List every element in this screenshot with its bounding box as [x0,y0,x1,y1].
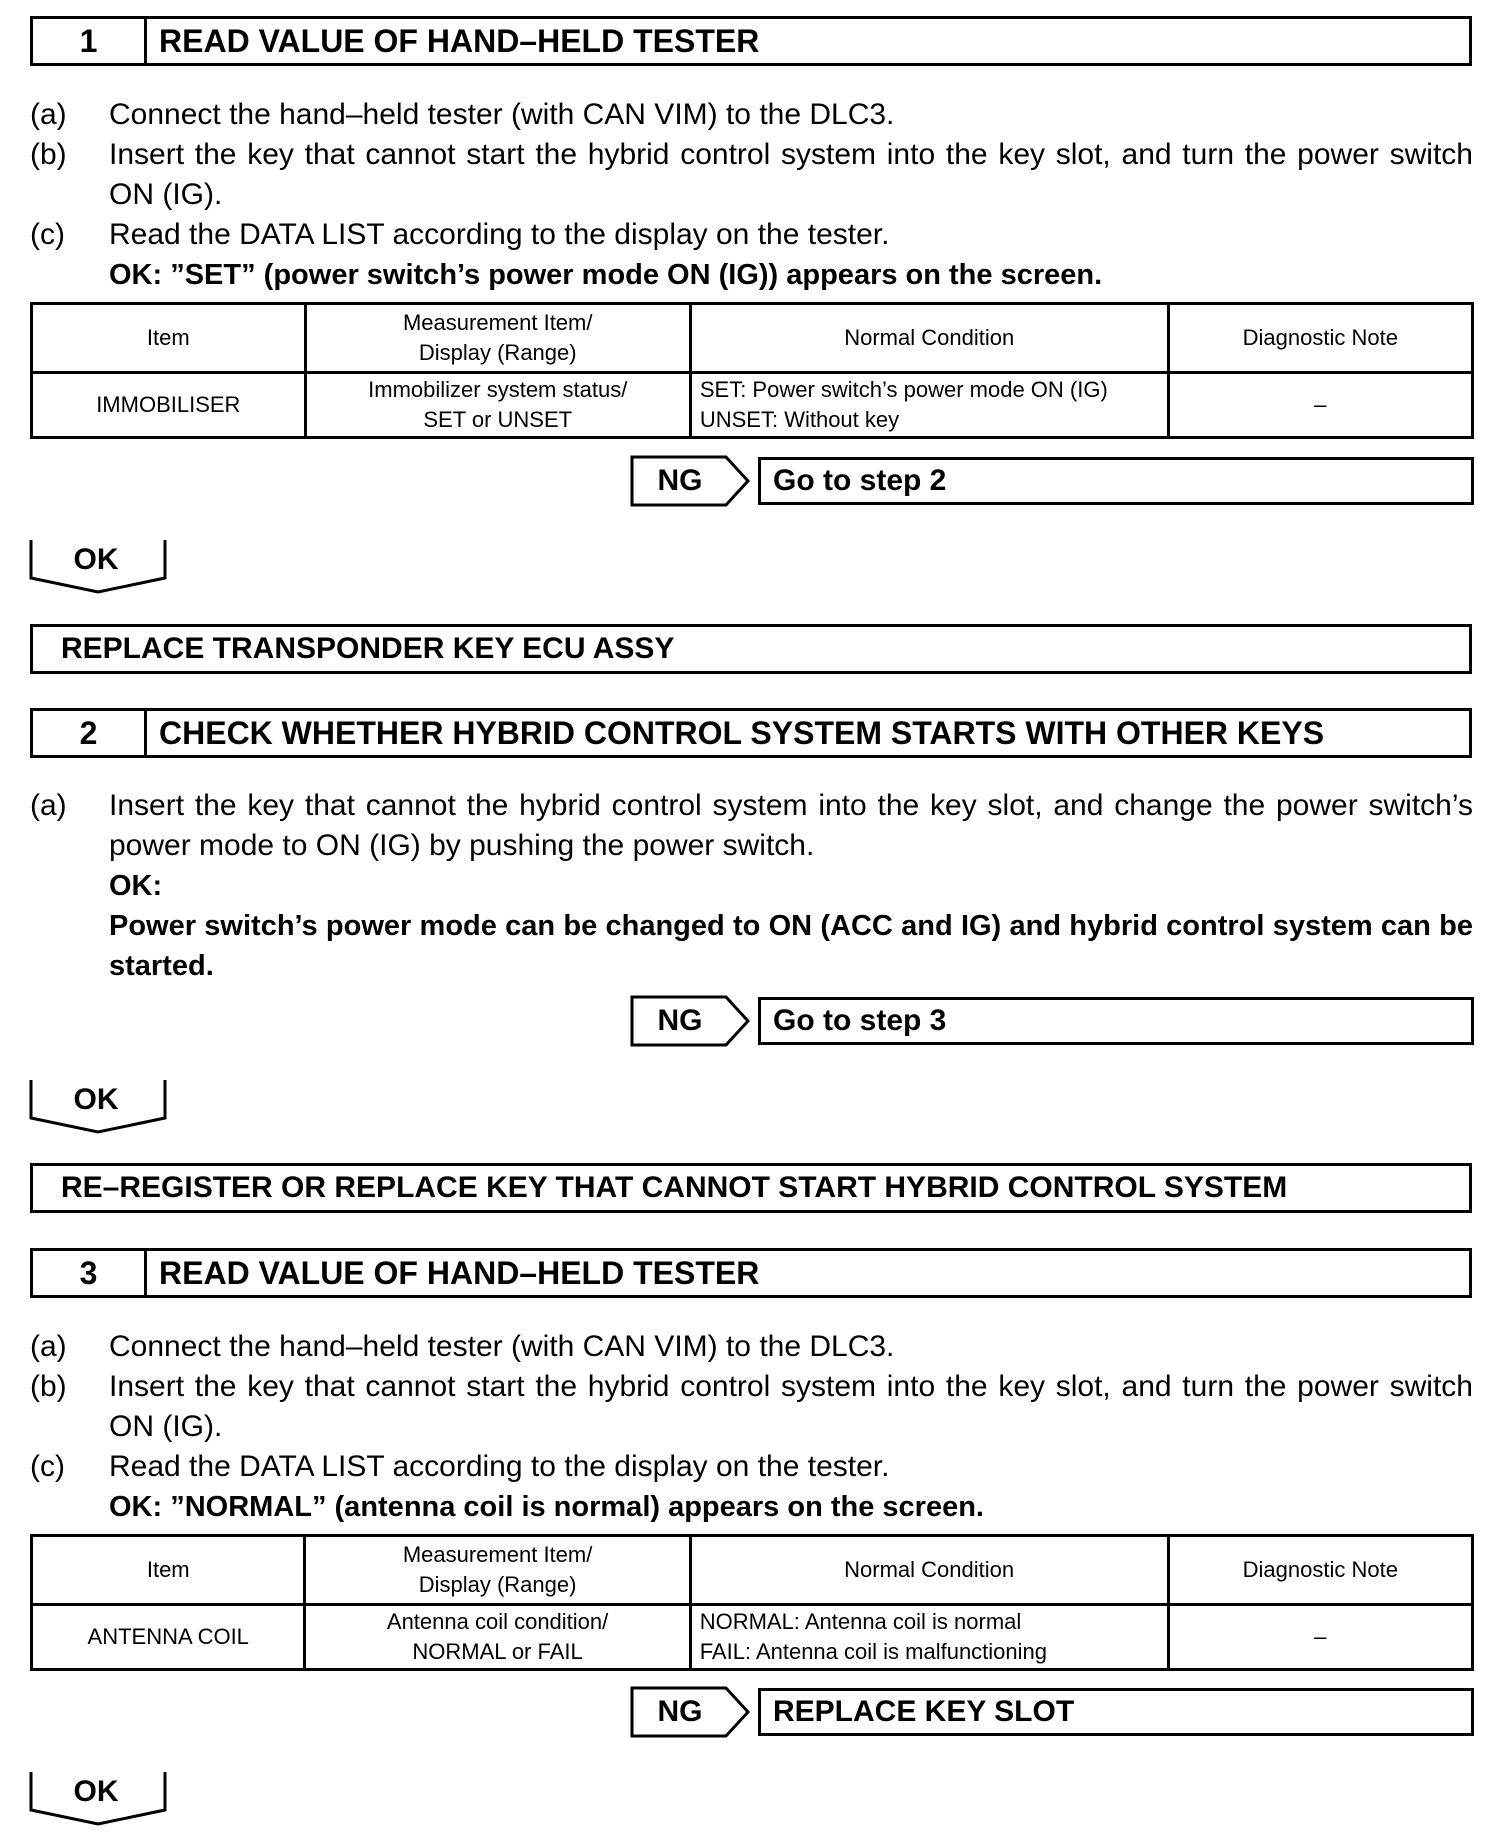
ok-branch [28,538,168,594]
header-normal-condition: Normal Condition [690,1536,1168,1605]
cell-diagnostic-note: – [1168,373,1472,438]
step-1-header [30,16,1472,66]
cell-measurement: Antenna coil condition/ NORMAL or FAIL [305,1605,690,1670]
ng-branch [630,1686,1474,1738]
cell-item: ANTENNA COIL [32,1605,305,1670]
action-box: RE–REGISTER OR REPLACE KEY THAT CANNOT START HYBRID CONTROL SYSTEM [30,1163,1472,1213]
step-number: 3 [33,1251,147,1295]
instruction-text: Insert the key that cannot start the hybrid control system into the key slot, and turn the power switch ON (IG). [109,138,1473,211]
ng-label: NG [657,1004,703,1037]
ok-label: OK [73,1775,119,1808]
ng-result: Go to step 2 [758,457,1474,505]
ok-label: OK [73,543,119,576]
ng-result: Go to step 3 [758,997,1474,1045]
header-measurement: Measurement Item/ Display (Range) [305,304,690,373]
cell-item: IMMOBILISER [32,373,306,438]
instruction-letter: (a) [30,789,67,822]
ok-label: OK [73,1083,119,1116]
instruction-letter: (c) [30,218,65,251]
ng-branch [630,995,1474,1047]
step-number: 1 [33,19,147,63]
header-diagnostic-note: Diagnostic Note [1168,304,1472,373]
cell-diagnostic-note: – [1168,1605,1472,1670]
step-3-header [30,1248,1472,1298]
data-list-table [30,1534,1474,1671]
instruction-letter: (a) [30,98,67,131]
data-list-table [30,302,1474,439]
ok-branch [28,1078,168,1134]
instruction-letter: (b) [30,138,67,171]
ng-branch [630,455,1474,507]
ok-heading: OK: [109,870,163,902]
cell-normal-condition: SET: Power switch’s power mode ON (IG) UNSET: Without key [690,373,1168,438]
ng-result: REPLACE KEY SLOT [758,1688,1474,1736]
instruction-letter: (b) [30,1370,67,1403]
ok-condition: OK: ”NORMAL” (antenna coil is normal) appears on the screen. [109,1491,984,1523]
step-number: 2 [33,711,147,755]
step-title: READ VALUE OF HAND–HELD TESTER [159,1254,760,1291]
instruction-text: Read the DATA LIST according to the display on the tester. [109,218,890,251]
action-box: REPLACE TRANSPONDER KEY ECU ASSY [30,624,1472,674]
instruction-letter: (c) [30,1450,65,1483]
ng-label: NG [657,464,703,497]
header-item: Item [32,1536,305,1605]
step-title: CHECK WHETHER HYBRID CONTROL SYSTEM STARTS WITH OTHER KEYS [159,714,1325,751]
step-title: READ VALUE OF HAND–HELD TESTER [159,22,760,59]
instruction-text: Connect the hand–held tester (with CAN VIM) to the DLC3. [109,1330,895,1363]
step-2-header [30,708,1472,758]
instruction-text: Insert the key that cannot start the hybrid control system into the key slot, and turn the power switch ON (IG). [109,1370,1473,1443]
ok-branch [28,1770,168,1826]
ok-condition: OK: ”SET” (power switch’s power mode ON (IG)) appears on the screen. [109,259,1103,291]
cell-measurement: Immobilizer system status/ SET or UNSET [305,373,690,438]
ok-condition: Power switch’s power mode can be changed to ON (ACC and IG) and hybrid control system can be started. [109,910,1473,982]
instruction-letter: (a) [30,1330,67,1363]
cell-normal-condition: NORMAL: Antenna coil is normal FAIL: Antenna coil is malfunctioning [690,1605,1168,1670]
instruction-text: Read the DATA LIST according to the display on the tester. [109,1450,890,1483]
header-diagnostic-note: Diagnostic Note [1168,1536,1472,1605]
header-normal-condition: Normal Condition [690,304,1168,373]
header-item: Item [32,304,306,373]
ng-label: NG [657,1695,703,1728]
instruction-text: Connect the hand–held tester (with CAN VIM) to the DLC3. [109,98,895,131]
header-measurement: Measurement Item/ Display (Range) [305,1536,690,1605]
instruction-text: Insert the key that cannot the hybrid control system into the key slot, and change the power switch’s power mode to ON (IG) by pushing the power switch. [109,789,1473,862]
